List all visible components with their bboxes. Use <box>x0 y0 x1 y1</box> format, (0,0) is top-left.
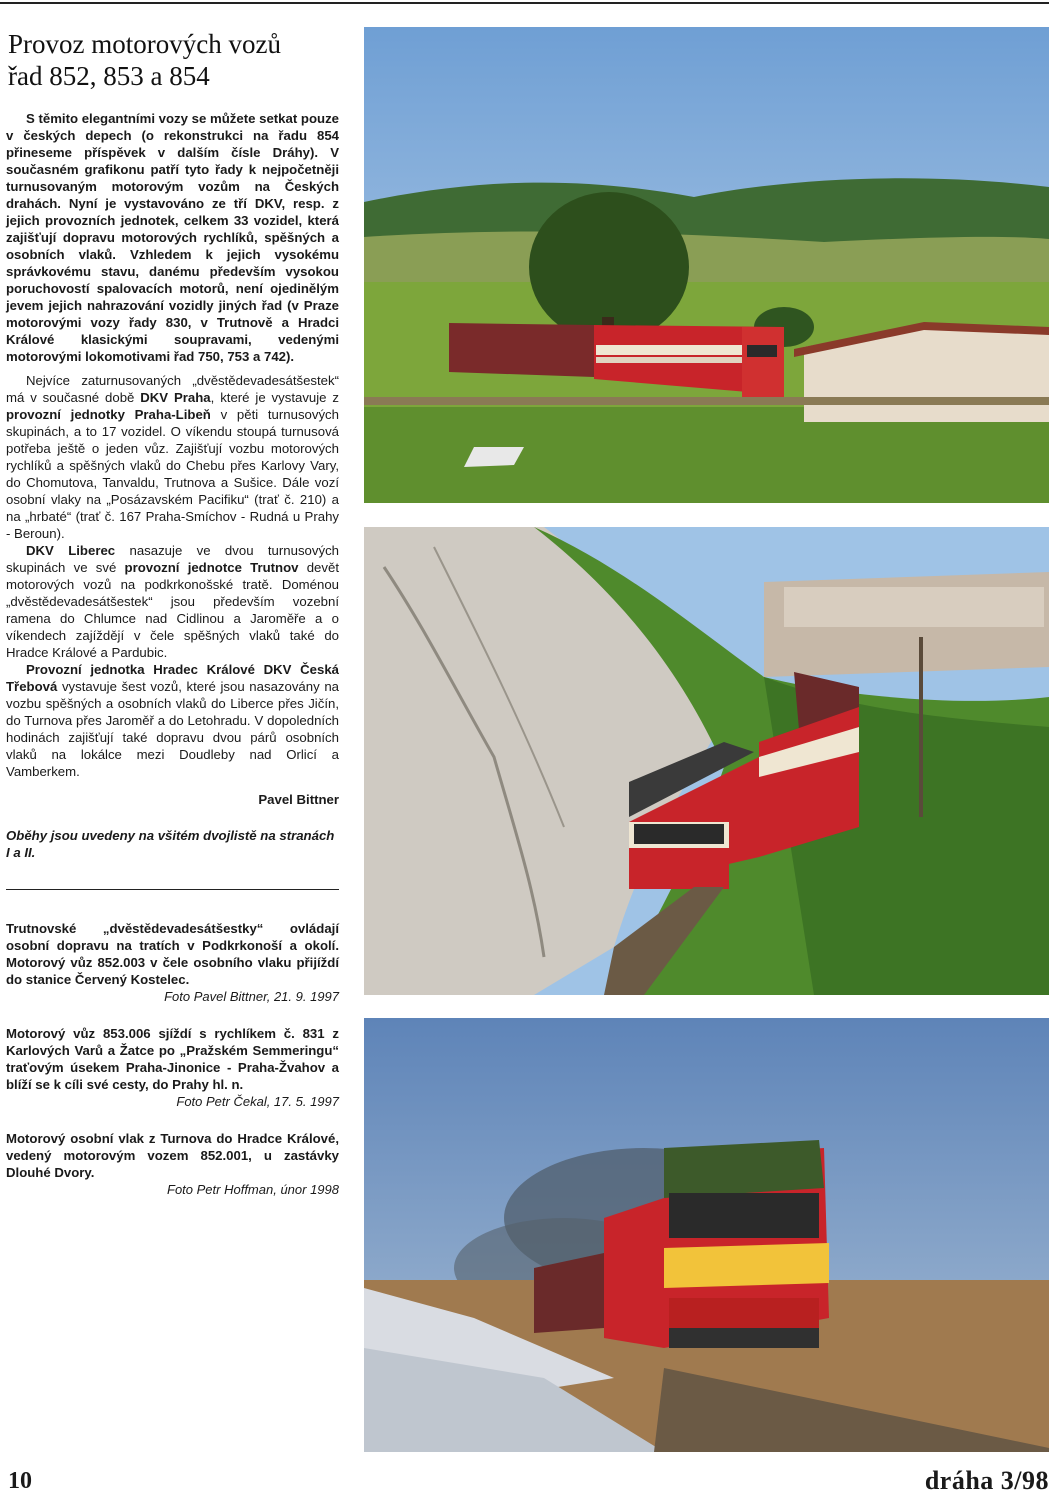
page-number: 10 <box>8 1468 32 1494</box>
separator-rule <box>6 889 339 890</box>
photo-credit-2: Foto Petr Čekal, 17. 5. 1997 <box>176 1094 339 1109</box>
top-rule <box>0 2 1049 4</box>
photo-railcar-852-001 <box>364 1018 1049 1452</box>
paragraph-liberec: DKV Liberec nasazuje ve dvou turnusových skupinách ve své provozní jednotce Trutnov devět motorových vozů na podkrkonošské tratě. Doménou „dvěstědevadesátšestek“ jsou především vozební ramena do Chlumce nad Cidlinou a Jaroměře a o víkendech zajíždějí v čele spěšných vlaků také do Hradce Králové a Pardubic. <box>6 543 339 660</box>
photo-railcar-853-006 <box>364 527 1049 995</box>
photo-caption-3: Motorový osobní vlak z Turnova do Hradce Králové, vedený motorovým vozem 852.001, u zastávky Dlouhé Dvory. <box>6 1131 339 1180</box>
article-author: Pavel Bittner <box>258 792 339 807</box>
article-title: Provoz motorových vozů řad 852, 853 a 854 <box>8 29 281 91</box>
photo-caption-2: Motorový vůz 853.006 sjíždí s rychlíkem č. 831 z Karlových Varů a Žatce po „Pražském Semmeringu“ traťovým úsekem Praha-Jinonice - Praha-Žvahov a blíží se k cíli své cesty, do Prahy hl. n. <box>6 1026 339 1092</box>
lead-paragraph: S těmito elegantními vozy se můžete setkat pouze v českých depech (o rekonstrukci na řadu 854 přineseme příspěvek v dalším čísle Dráhy). V současném grafikonu patří tyto řady k nejpočetněji turnusovaným motorovým vozům na Českých drahách. Nyní je vystavováno ze tří DKV, resp. z jejich provozních jednotek, celkem 33 vozidel, která zajišťují dopravu motorových rychlíků, spěšných a osobních vlaků. Vzhledem k jejich vysokému správkovému stavu, danému především vysokou poruchovostí spalovacích motorů, není ojedinělým jevem jejich nahrazování vozidly jiných řad (v Praze motorovými vozy řady 830, v Trutnově a Hradci Králové klasickými soupravami, vedenými motorovými lokomotivami řad 750, 753 a 742). <box>6 111 339 364</box>
photo-credit-1: Foto Pavel Bittner, 21. 9. 1997 <box>164 989 339 1004</box>
article-note: Oběhy jsou uvedeny na všitém dvojlistě na stranách I a II. <box>6 828 335 860</box>
article-column <box>6 22 339 1218</box>
photo-railcar-852-003 <box>364 27 1049 503</box>
paragraph-praha: Nejvíce zaturnusovaných „dvěstědevadesátšestek“ má v současné době DKV Praha, které je vystavuje z provozní jednotky Praha-Libeň v pěti turnusových skupinách, a to 17 vozidel. O víkendu stoupá turnusová potřeba ještě o jeden vůz. Zajišťují vozbu motorových rychlíků a spěšných vlaků do Chebu přes Karlovy Vary, do Chomutova, Tanvaldu, Trutnova a Sušice. Dále vozí osobní vlaky na „Posázavském Pacifiku“ (trať č. 210) a na „hrbaté“ (trať č. 167 Praha-Smíchov - Rudná u Prahy - Beroun). <box>6 373 339 541</box>
paragraph-hradec: Provozní jednotka Hradec Králové DKV Česká Třebová vystavuje šest vozů, které jsou nasazovány na vozbu spěšných a osobních vlaků do Liberce přes Jičín, do Turnova přes Jaroměř a do Letohradu. V dopoledních hodinách zajišťují také dopravu dvou párů osobních vlaků na lokálce mezi Doudleby nad Orlicí a Vamberkem. <box>6 662 339 779</box>
article-body <box>6 110 339 780</box>
photo-credit-3: Foto Petr Hoffman, únor 1998 <box>167 1182 339 1197</box>
magazine-issue: dráha 3/98 <box>924 1466 1049 1495</box>
photo-caption-1: Trutnovské „dvěstědevadesátšestky“ ovládají osobní dopravu na tratích v Podkrkonoší a okolí. Motorový vůz 852.003 v čele osobního vlaku přijíždí do stanice Červený Kostelec. <box>6 921 339 987</box>
